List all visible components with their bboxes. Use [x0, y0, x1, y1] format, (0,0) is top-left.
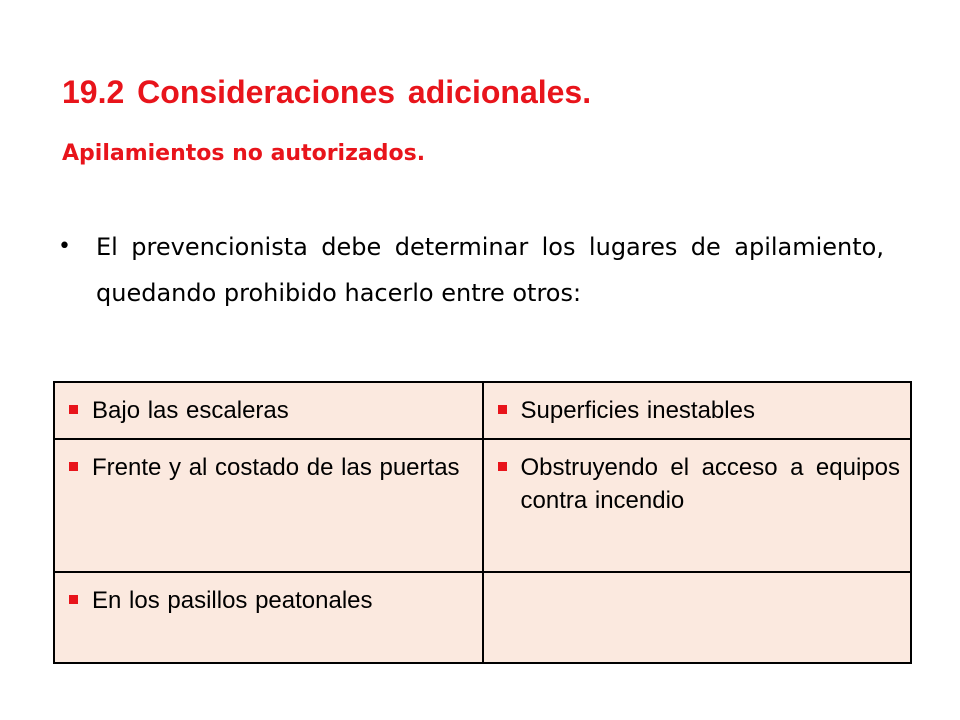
- slide-title: 19.2 Consideraciones adicionales.: [62, 74, 592, 110]
- table-cell: [483, 439, 912, 572]
- table-cell-text: Superficies inestables: [520, 397, 755, 424]
- red-square-bullet-icon: [69, 462, 78, 471]
- red-square-bullet-icon: [69, 595, 78, 604]
- table-cell-text: Frente y al costado de las puertas: [92, 454, 460, 481]
- prohibited-places-table: [53, 381, 912, 664]
- red-square-bullet-icon: [498, 405, 507, 414]
- table-cell: [54, 572, 483, 663]
- table-cell: [54, 382, 483, 439]
- table-row: [54, 572, 911, 663]
- bullet-dot-icon: •: [58, 234, 71, 259]
- table-cell: [54, 439, 483, 572]
- red-square-bullet-icon: [69, 405, 78, 414]
- bullet-paragraph: [58, 224, 884, 316]
- table-cell-text: Bajo las escaleras: [92, 397, 289, 424]
- table-cell-empty: [483, 572, 912, 663]
- table-cell-text: Obstruyendo el acceso a equipos contra incendio: [520, 454, 900, 514]
- table-row: [54, 382, 911, 439]
- table-row: [54, 439, 911, 572]
- red-square-bullet-icon: [498, 462, 507, 471]
- slide-subtitle: Apilamientos no autorizados.: [62, 141, 426, 166]
- bullet-text: El prevencionista debe determinar los lugares de apilamiento, quedando prohibido hacerlo entre otros:: [96, 233, 884, 307]
- table-cell: [483, 382, 912, 439]
- table-cell-text: En los pasillos peatonales: [92, 587, 373, 614]
